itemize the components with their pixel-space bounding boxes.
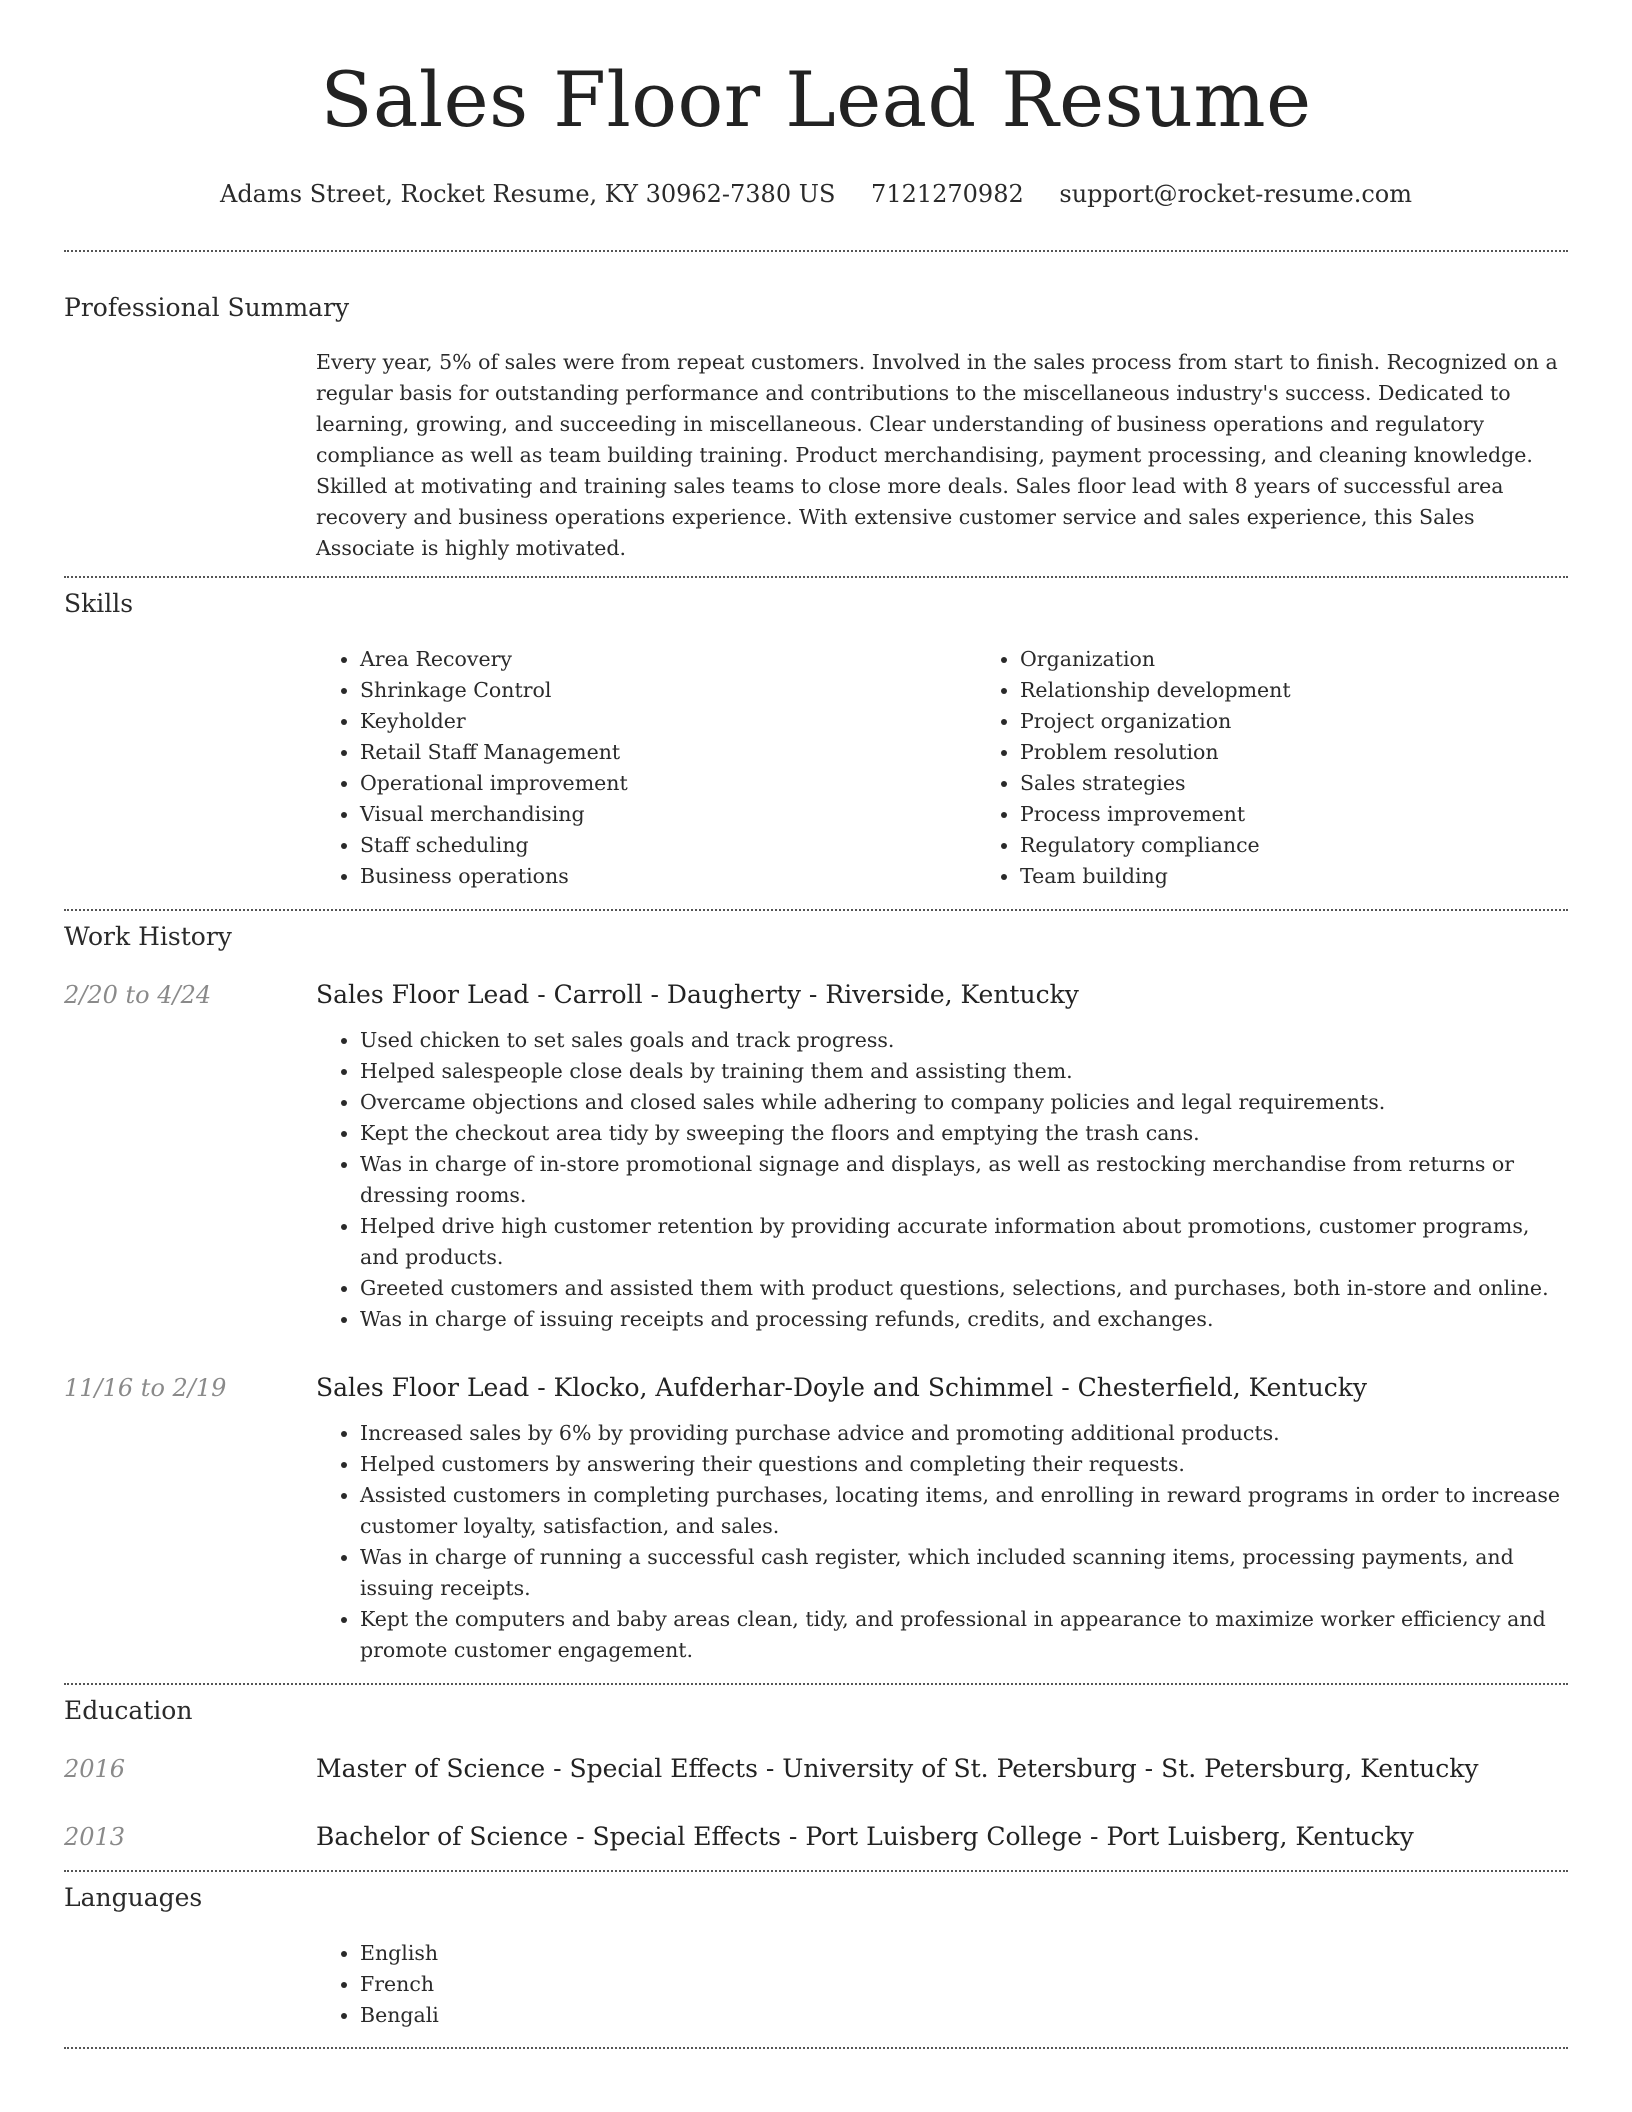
education-year: 2016 bbox=[64, 1755, 126, 1783]
skills-list-right bbox=[976, 644, 1632, 892]
job-entry bbox=[64, 1372, 1568, 1666]
job-bullet: • Was in charge of issuing receipts and processing refunds, credits, and exchanges. bbox=[360, 1304, 1568, 1335]
work-section bbox=[64, 921, 1568, 1666]
skill-item: • Shrinkage Control bbox=[360, 675, 976, 706]
skill-item: • Keyholder bbox=[360, 706, 976, 737]
contact-address: Adams Street, Rocket Resume, KY 30962-7380 US bbox=[219, 180, 836, 208]
skill-item: • Process improvement bbox=[1020, 799, 1632, 830]
skill-item: • Organization bbox=[1020, 644, 1632, 675]
resume-title: Sales Floor Lead Resume bbox=[320, 55, 1312, 144]
job-entry bbox=[64, 979, 1568, 1335]
divider bbox=[64, 576, 1568, 578]
languages-list bbox=[316, 1938, 1568, 2031]
education-degree: Bachelor of Science - Special Effects - Port Luisberg College - Port Luisberg, Kentucky bbox=[316, 1822, 1414, 1851]
job-bullet: • Helped salespeople close deals by training them and assisting them. bbox=[360, 1056, 1568, 1087]
contact-phone: 7121270982 bbox=[871, 180, 1024, 208]
education-section bbox=[64, 1695, 1568, 1853]
language-item: • Bengali bbox=[360, 2000, 1568, 2031]
job-bullet: • Kept the checkout area tidy by sweeping the floors and emptying the trash cans. bbox=[360, 1118, 1568, 1149]
job-bullet: • Assisted customers in completing purchases, locating items, and enrolling in reward programs in order to increase customer loyalty, satisfaction, and sales. bbox=[360, 1480, 1568, 1542]
job-bullets bbox=[316, 1418, 1568, 1666]
summary-section bbox=[64, 292, 1568, 564]
job-bullet: • Helped drive high customer retention by providing accurate information about promotions, customer programs, and products. bbox=[360, 1211, 1568, 1273]
divider bbox=[64, 2047, 1568, 2049]
job-title: Sales Floor Lead - Carroll - Daugherty - Riverside, Kentucky bbox=[316, 980, 1079, 1009]
job-bullet: • Overcame objections and closed sales while adhering to company policies and legal requirements. bbox=[360, 1087, 1568, 1118]
job-dates: 2/20 to 4/24 bbox=[64, 981, 212, 1009]
job-bullet: • Increased sales by 6% by providing purchase advice and promoting additional products. bbox=[360, 1418, 1568, 1449]
job-title: Sales Floor Lead - Klocko, Aufderhar-Doyle and Schimmel - Chesterfield, Kentucky bbox=[316, 1373, 1367, 1402]
job-bullet: • Kept the computers and baby areas clean, tidy, and professional in appearance to maximize worker efficiency and promote customer engagement. bbox=[360, 1604, 1568, 1666]
skill-item: • Team building bbox=[1020, 861, 1632, 892]
skills-heading: Skills bbox=[64, 589, 134, 618]
skill-item: • Sales strategies bbox=[1020, 768, 1632, 799]
work-heading: Work History bbox=[64, 922, 232, 951]
skills-section bbox=[64, 588, 1568, 892]
job-bullet: • Used chicken to set sales goals and track progress. bbox=[360, 1025, 1568, 1056]
skill-item: • Business operations bbox=[360, 861, 976, 892]
skill-item: • Problem resolution bbox=[1020, 737, 1632, 768]
job-bullet: • Was in charge of in-store promotional signage and displays, as well as restocking merchandise from returns or dressing rooms. bbox=[360, 1149, 1568, 1211]
education-heading: Education bbox=[64, 1696, 193, 1725]
job-bullet: • Greeted customers and assisted them with product questions, selections, and purchases, both in-store and online. bbox=[360, 1273, 1568, 1304]
skill-item: • Retail Staff Management bbox=[360, 737, 976, 768]
skill-item: • Visual merchandising bbox=[360, 799, 976, 830]
languages-heading: Languages bbox=[64, 1883, 203, 1912]
skill-item: • Relationship development bbox=[1020, 675, 1632, 706]
language-item: • French bbox=[360, 1969, 1568, 2000]
divider bbox=[64, 1870, 1568, 1872]
languages-section bbox=[64, 1882, 1568, 2031]
skills-list-left bbox=[316, 644, 976, 892]
job-bullet: • Was in charge of running a successful cash register, which included scanning items, processing payments, and issuing receipts. bbox=[360, 1542, 1568, 1604]
job-dates: 11/16 to 2/19 bbox=[64, 1374, 227, 1402]
education-degree: Master of Science - Special Effects - University of St. Petersburg - St. Petersburg, Kentucky bbox=[316, 1754, 1479, 1783]
divider bbox=[64, 1683, 1568, 1685]
divider bbox=[64, 909, 1568, 911]
education-entry bbox=[64, 1821, 1568, 1853]
summary-heading: Professional Summary bbox=[64, 293, 350, 322]
contact-info bbox=[64, 178, 1568, 210]
education-entry bbox=[64, 1753, 1568, 1785]
skill-item: • Regulatory compliance bbox=[1020, 830, 1632, 861]
job-bullets bbox=[316, 1025, 1568, 1335]
job-bullet: • Helped customers by answering their questions and completing their requests. bbox=[360, 1449, 1568, 1480]
contact-email: support@rocket-resume.com bbox=[1059, 180, 1413, 208]
summary-text: Every year, 5% of sales were from repeat customers. Involved in the sales process from start to finish. Recognized on a regular basis for outstanding performance and contributions to the miscellaneous industry's success. Dedicated to learning, growing, and succeeding in miscellaneous. Clear understanding of business operations and regulatory compliance as well as team building training. Product merchandising, payment processing, and cleaning knowledge. Skilled at motivating and training sales teams to close more deals. Sales floor lead with 8 years of successful area recovery and business operations experience. With extensive customer service and sales experience, this Sales Associate is highly motivated. bbox=[316, 350, 1558, 560]
skill-item: • Operational improvement bbox=[360, 768, 976, 799]
divider bbox=[64, 250, 1568, 252]
language-item: • English bbox=[360, 1938, 1568, 1969]
skill-item: • Staff scheduling bbox=[360, 830, 976, 861]
skill-item: • Area Recovery bbox=[360, 644, 976, 675]
skill-item: • Project organization bbox=[1020, 706, 1632, 737]
education-year: 2013 bbox=[64, 1823, 126, 1851]
